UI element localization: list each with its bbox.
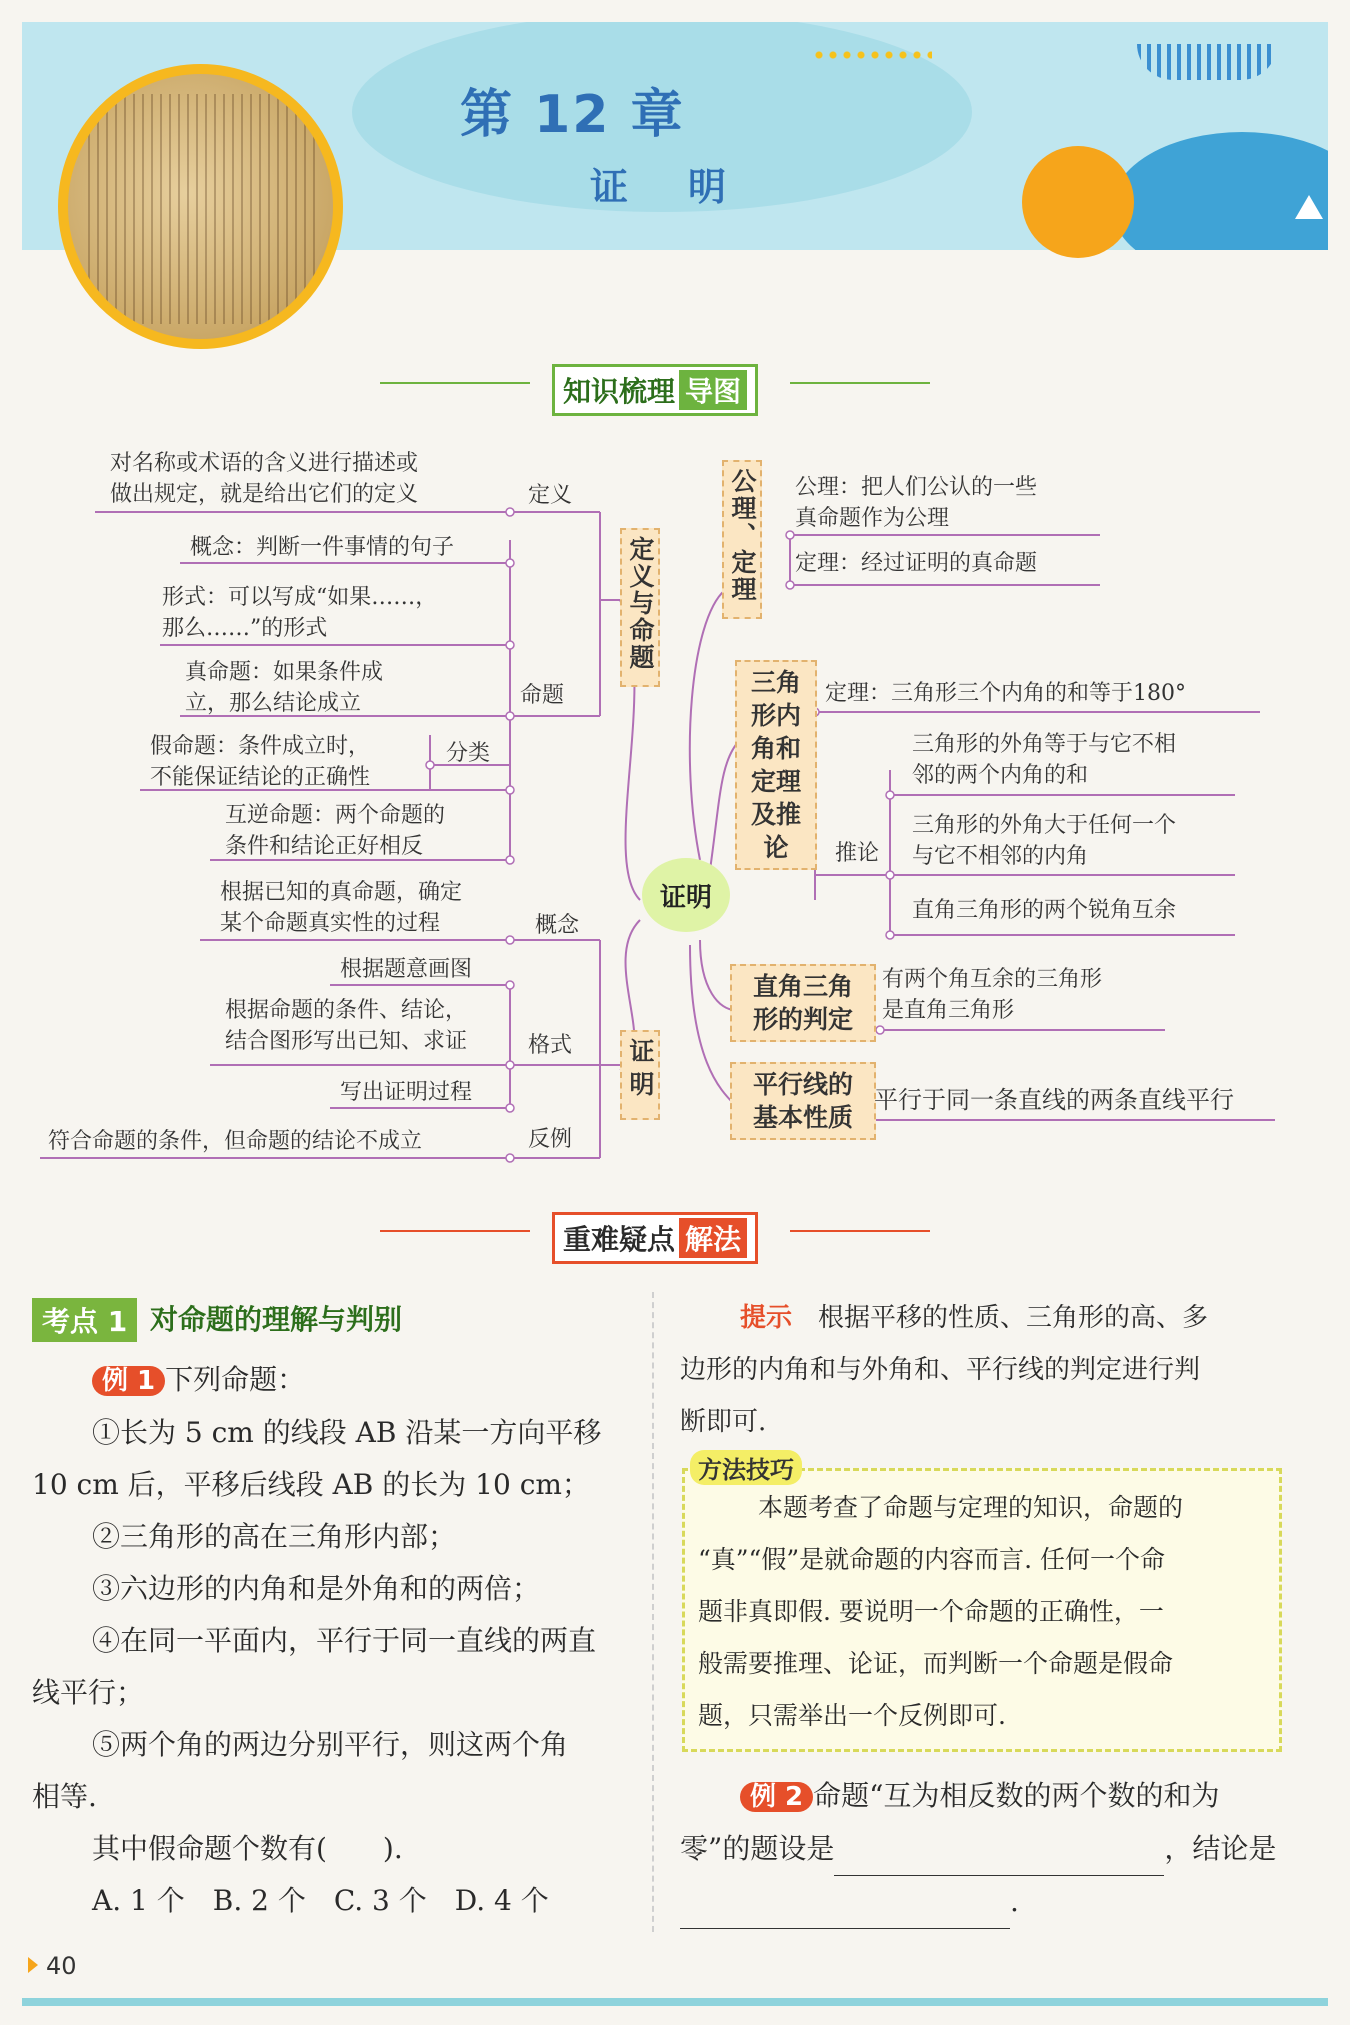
tri-group-line-2: 形内 <box>750 701 801 730</box>
hint-line-2: 边形的内角和与外角和、平行线的判定进行判 <box>680 1355 1201 1385</box>
cor-1-line-2: 邻的两个内角的和 <box>912 763 1089 788</box>
triangle-theorem-text: 定理：三角形三个内角的和等于180° <box>825 681 1186 706</box>
kaodian-title: 对命题的理解与判别 <box>150 1303 403 1336</box>
example-1-header <box>32 1354 642 1407</box>
proposition-label: 命题 <box>520 683 565 708</box>
classify-label: 分类 <box>446 741 491 766</box>
tri-group-line-5: 及推 <box>750 800 801 829</box>
right-triangle-text <box>882 964 1102 1026</box>
format-2-line-1: 根据命题的条件、结论， <box>225 998 468 1023</box>
pl-group-line-2: 基本性质 <box>752 1103 853 1132</box>
method-line-2: “真”“假”是就命题的内容而言. 任何一个命 <box>698 1545 1166 1574</box>
example-1-item-5b: 相等. <box>32 1780 97 1813</box>
rt-group-line-1: 直角三角 <box>752 972 853 1001</box>
title2-rule-left <box>380 1230 530 1232</box>
group-right-triangle <box>730 964 876 1042</box>
example-1-item-4b: 线平行； <box>32 1676 145 1709</box>
rt-line-2: 是直角三角形 <box>882 998 1015 1023</box>
tri-group-line-4: 定理 <box>750 767 801 796</box>
cor-2-line-2: 与它不相邻的内角 <box>912 844 1089 869</box>
inverse-line-1: 互逆命题：两个命题的 <box>225 803 446 828</box>
parallel-text: 平行于同一条直线的两条直线平行 <box>874 1086 1234 1114</box>
proof-concept-text <box>220 877 462 939</box>
example-1-options: A. 1 个 B. 2 个 C. 3 个 D. 4 个 <box>92 1884 549 1917</box>
hint-line-1: 根据平移的性质、三角形的高、多 <box>818 1303 1209 1333</box>
cor-1-line-1: 三角形的外角等于与它不相 <box>912 732 1177 757</box>
format-step-3: 写出证明过程 <box>340 1080 473 1105</box>
group-definition-text: 定义与命题 <box>626 536 655 671</box>
format-step-1: 根据题意画图 <box>340 957 473 982</box>
cor-2-line-1: 三角形的外角大于任何一个 <box>912 813 1177 838</box>
corollary-1 <box>912 729 1176 791</box>
section-title-text: 知识梳理 <box>563 375 676 408</box>
pl-group-line-1: 平行线的 <box>752 1070 853 1099</box>
kaodian-badge: 考点 1 <box>32 1298 137 1342</box>
bottom-bar <box>22 1998 1328 2006</box>
true-prop-line-1: 真命题：如果条件成 <box>185 660 384 685</box>
group-definition-proposition <box>620 528 660 687</box>
answer-blank-1[interactable] <box>834 1823 1164 1876</box>
example-1-item-2: ②三角形的高在三角形内部； <box>92 1520 457 1553</box>
definition-text <box>110 448 418 510</box>
example-1-intro: 下列命题： <box>165 1363 306 1396</box>
false-prop-text <box>150 731 370 793</box>
corollary-label: 推论 <box>835 841 880 866</box>
tri-group-line-1: 三角 <box>750 668 801 697</box>
false-prop-line-1: 假命题：条件成立时， <box>150 734 371 759</box>
example-1-item-5a: ⑤两个角的两边分别平行，则这两个角 <box>92 1728 569 1761</box>
example-2-line-2b: ，结论是 <box>1164 1832 1277 1865</box>
definition-line-2: 做出规定，就是给出它们的定义 <box>110 482 419 507</box>
true-prop-text <box>185 657 383 719</box>
true-prop-line-2: 立，那么结论成立 <box>185 691 362 716</box>
section-title-highlight: 导图 <box>679 370 747 410</box>
counter-example-text: 符合命题的条件，但命题的结论不成立 <box>48 1129 423 1154</box>
title2-rule-right <box>790 1230 930 1232</box>
group-axiom-text: 公理、定理 <box>728 468 757 603</box>
false-prop-line-2: 不能保证结论的正确性 <box>150 765 371 790</box>
proof-concept-label: 概念 <box>535 913 580 938</box>
group-triangle-angle-theorem <box>735 660 817 870</box>
corollary-3: 直角三角形的两个锐角互余 <box>912 898 1177 923</box>
example-2-line-3: . <box>1010 1885 1019 1918</box>
section2-title-highlight: 解法 <box>679 1218 747 1258</box>
example-2-line-2a: 零”的题设是 <box>680 1832 835 1865</box>
example-2 <box>680 1770 1280 1929</box>
proof-concept-line-2: 某个命题真实性的过程 <box>220 911 441 936</box>
definition-line-1: 对名称或术语的含义进行描述或 <box>110 451 419 476</box>
example-1 <box>32 1354 642 1927</box>
counter-example-label: 反例 <box>528 1127 573 1152</box>
format-step-2 <box>225 995 467 1057</box>
rt-line-1: 有两个角互余的三角形 <box>882 967 1103 992</box>
format-label: 格式 <box>528 1033 573 1058</box>
example-1-question: 其中假命题个数有( ). <box>92 1832 403 1865</box>
mindmap-center-node: 证明 <box>642 858 730 932</box>
method-label: 方法技巧 <box>690 1450 802 1485</box>
prop-concept-text: 概念：判断一件事情的句子 <box>190 535 455 560</box>
example-1-item-1a: ①长为 5 cm 的线段 AB 沿某一方向平移 <box>92 1416 602 1449</box>
group-parallel-lines <box>730 1062 876 1140</box>
group-proof-text: 证明 <box>626 1038 655 1104</box>
form-line-1: 形式：可以写成“如果……， <box>162 585 438 610</box>
hint-block <box>680 1292 1280 1448</box>
chapter-number: 第 12 章 <box>460 85 685 145</box>
section-title-solutions <box>552 1212 758 1264</box>
axiom-line-1: 公理：把人们公认的一些 <box>795 475 1038 500</box>
inverse-line-2: 条件和结论正好相反 <box>225 834 424 859</box>
method-line-3: 题非真即假. 要说明一个命题的正确性，一 <box>698 1597 1164 1626</box>
definition-label: 定义 <box>528 483 573 508</box>
method-line-4: 般需要推理、论证，而判断一个命题是假命 <box>698 1649 1174 1678</box>
form-line-2: 那么……”的形式 <box>162 616 328 641</box>
hint-label: 提示 <box>740 1303 793 1333</box>
example-1-item-4a: ④在同一平面内，平行于同一直线的两直 <box>92 1624 597 1657</box>
rt-group-line-2: 形的判定 <box>752 1005 853 1034</box>
tri-group-line-6: 论 <box>763 833 789 862</box>
theorem-text: 定理：经过证明的真命题 <box>795 551 1038 576</box>
inverse-prop-text <box>225 800 445 862</box>
method-text <box>698 1482 1278 1742</box>
page-marker-icon <box>28 1957 38 1973</box>
page-number: 40 <box>46 1952 77 1980</box>
column-divider <box>652 1292 654 1932</box>
group-axiom-theorem <box>722 460 762 619</box>
proof-concept-line-1: 根据已知的真命题，确定 <box>220 880 463 905</box>
example-1-item-3: ③六边形的内角和是外角和的两倍； <box>92 1572 541 1605</box>
prop-form-text <box>162 582 437 644</box>
example-2-badge: 例 2 <box>740 1782 813 1812</box>
example-2-line-1: 命题“互为相反数的两个数的和为 <box>813 1779 1220 1812</box>
example-1-item-1b: 10 cm 后，平移后线段 AB 的长为 10 cm； <box>32 1468 590 1501</box>
tri-group-line-3: 角和 <box>750 734 801 763</box>
axiom-text <box>795 472 1037 534</box>
chapter-title: 证明 <box>590 165 787 209</box>
group-proof <box>620 1030 660 1120</box>
answer-blank-2[interactable] <box>680 1876 1010 1929</box>
hint-line-3: 断即可. <box>680 1407 767 1437</box>
method-line-1: 本题考查了命题与定理的知识，命题的 <box>758 1493 1184 1522</box>
axiom-line-2: 真命题作为公理 <box>795 506 950 531</box>
format-2-line-2: 结合图形写出已知、求证 <box>225 1029 468 1054</box>
corollary-2 <box>912 810 1176 872</box>
method-line-5: 题，只需举出一个反例即可. <box>698 1701 1006 1730</box>
section2-title-text: 重难疑点 <box>563 1223 676 1256</box>
example-1-badge: 例 1 <box>92 1366 165 1396</box>
